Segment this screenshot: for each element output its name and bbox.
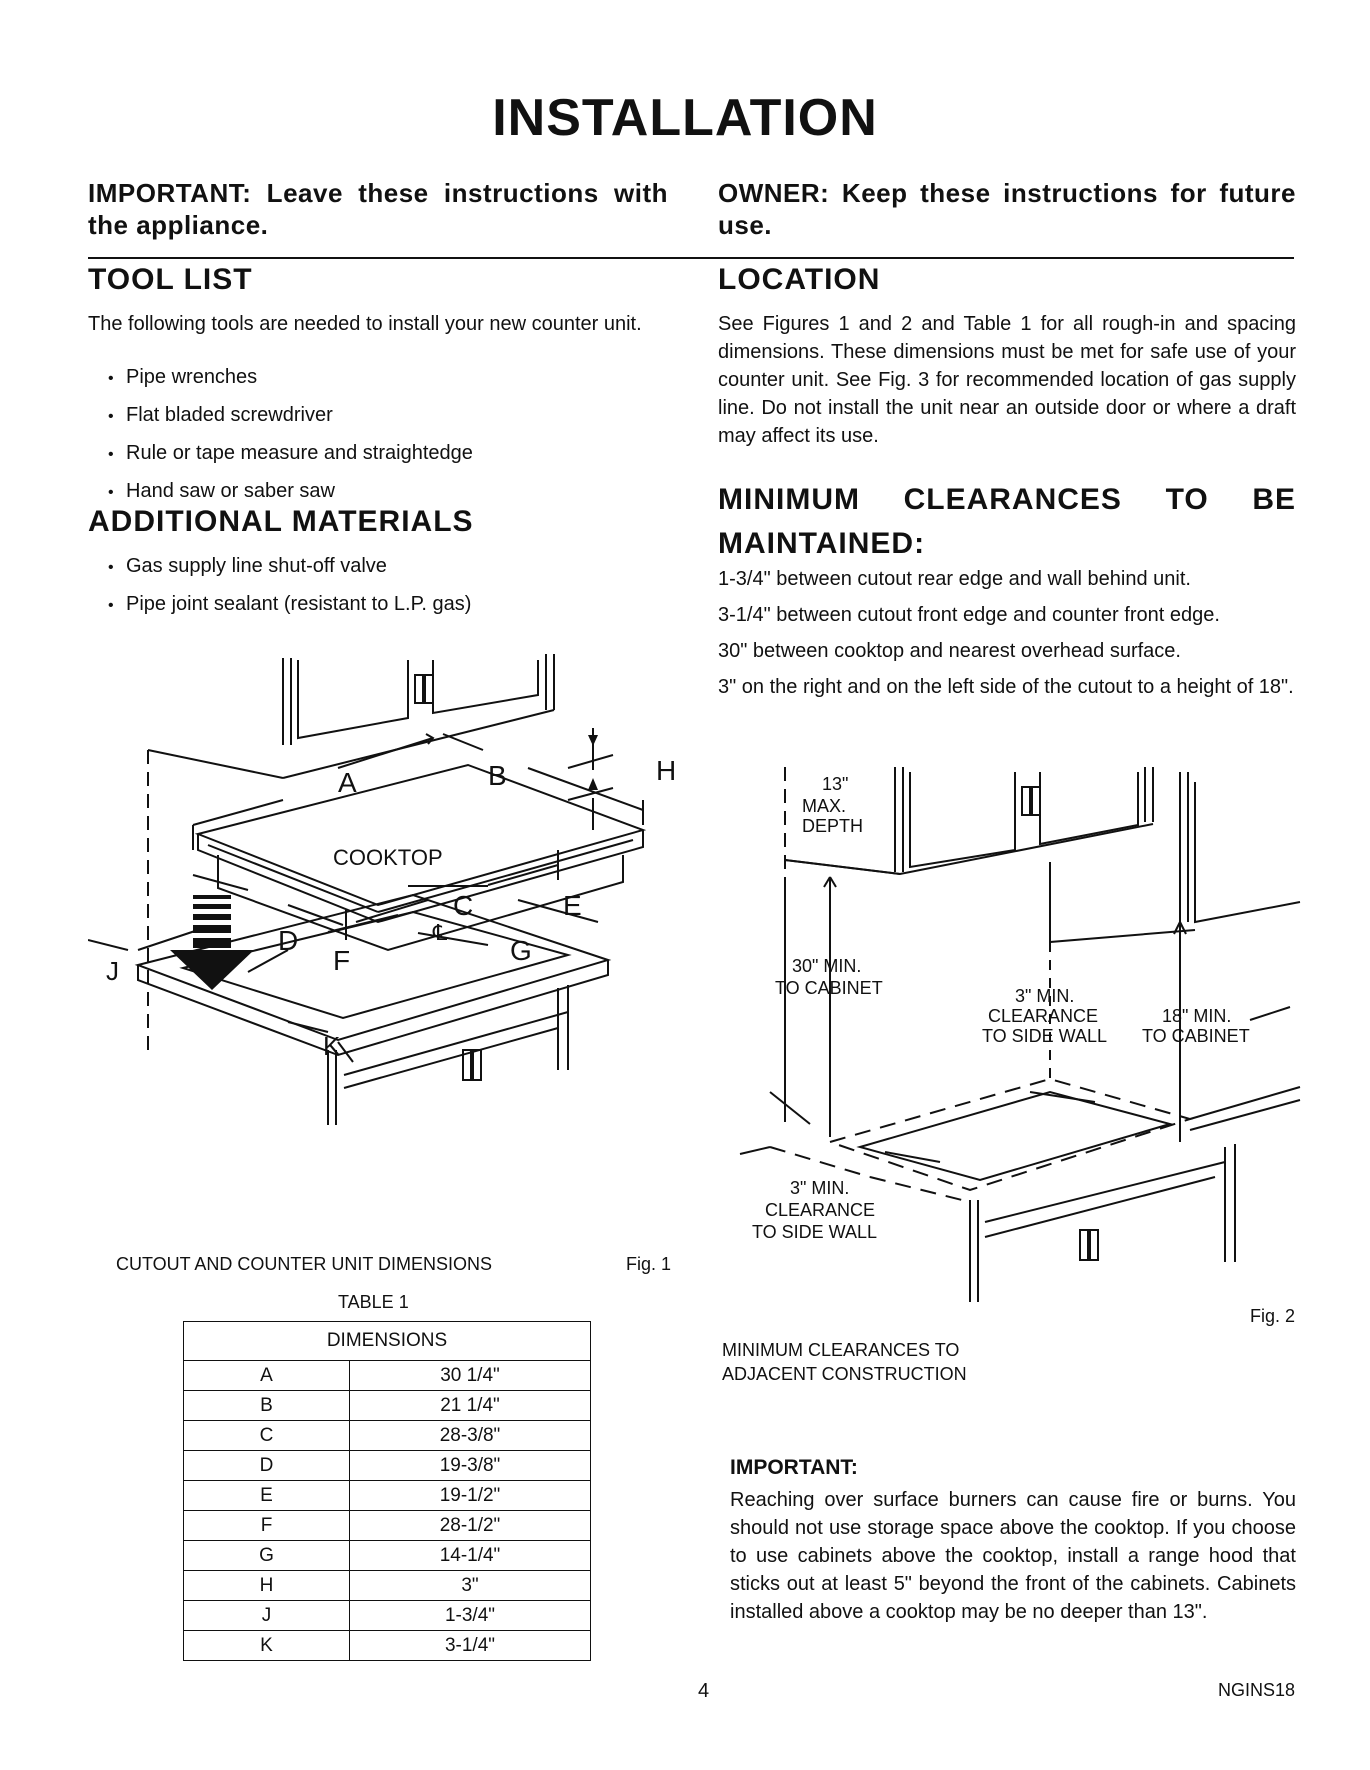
cabinet-30-label-1: 30" MIN. bbox=[792, 956, 862, 976]
clearances-heading: MINIMUM CLEARANCES TO BE MAINTAINED: bbox=[718, 483, 1296, 560]
table-row bbox=[184, 1541, 591, 1571]
figure-1-cutout-diagram bbox=[88, 650, 698, 1230]
row-letter: A bbox=[184, 1361, 350, 1391]
tool-list-heading: TOOL LIST bbox=[88, 263, 253, 296]
page-number: 4 bbox=[698, 1680, 710, 1702]
row-letter: F bbox=[184, 1511, 350, 1541]
side-clearance-label-3: TO SIDE WALL bbox=[982, 1026, 1108, 1046]
page-title: INSTALLATION bbox=[492, 89, 878, 147]
clearances-list bbox=[718, 565, 1296, 709]
dimensions-table bbox=[183, 1321, 591, 1661]
list-item: • Flat bladed screwdriver bbox=[108, 402, 668, 430]
table-row bbox=[184, 1421, 591, 1451]
row-letter: D bbox=[184, 1451, 350, 1481]
figure-2-caption-line: MINIMUM CLEARANCES TO bbox=[722, 1340, 960, 1360]
table-header: DIMENSIONS bbox=[184, 1322, 591, 1361]
table-row bbox=[184, 1601, 591, 1631]
table-row bbox=[184, 1511, 591, 1541]
letter-a: A bbox=[338, 767, 357, 798]
figure-1-label: Fig. 1 bbox=[626, 1254, 672, 1274]
row-letter: C bbox=[184, 1421, 350, 1451]
header-rule bbox=[88, 257, 1294, 259]
letter-d: D bbox=[278, 925, 299, 956]
important-notice: IMPORTANT: Leave these instructions with the appliance. bbox=[88, 178, 668, 240]
table-row bbox=[184, 1451, 591, 1481]
cabinet-30-label-2: TO CABINET bbox=[775, 978, 883, 998]
letter-f: F bbox=[333, 945, 351, 976]
list-item: • Rule or tape measure and straightedge bbox=[108, 440, 668, 468]
row-letter: E bbox=[184, 1481, 350, 1511]
important-note-text: Reaching over surface burners can cause fire or burns. You should not use storage space above the cooktop. If you choose to use cabinets above the cooktop, install a range hood that sticks out at least 5" beyond the front of the cabinets. Cabinets installed above a cooktop may be no deeper than 13". bbox=[730, 1489, 1296, 1623]
row-value: 30 1/4" bbox=[350, 1361, 591, 1391]
letter-j: J bbox=[106, 956, 119, 986]
figure-2-caption bbox=[722, 1338, 967, 1386]
figure-1-caption: CUTOUT AND COUNTER UNIT DIMENSIONS bbox=[116, 1254, 493, 1274]
figure-2-label: Fig. 2 bbox=[1250, 1306, 1296, 1326]
depth-label-3: DEPTH bbox=[802, 816, 864, 836]
list-item: 3" on the right and on the left side of the cutout to a height of 18". bbox=[718, 676, 1294, 698]
row-value: 3-1/4" bbox=[350, 1631, 591, 1661]
row-letter: J bbox=[184, 1601, 350, 1631]
row-value: 19-1/2" bbox=[350, 1481, 591, 1511]
depth-label-1: 13" bbox=[822, 774, 849, 794]
list-item: • Pipe wrenches bbox=[108, 364, 668, 392]
table-1-title: TABLE 1 bbox=[338, 1292, 409, 1312]
owner-notice: OWNER: Keep these instructions for future use. bbox=[718, 178, 1296, 240]
letter-c: C bbox=[453, 890, 474, 921]
side-clearance-b-label-3: TO SIDE WALL bbox=[752, 1222, 878, 1242]
table-row bbox=[184, 1631, 591, 1661]
row-letter: K bbox=[184, 1631, 350, 1661]
materials-list bbox=[88, 553, 668, 629]
document-code: NGINS18 bbox=[1218, 1680, 1296, 1700]
cabinet-18-label-2: TO CABINET bbox=[1142, 1026, 1250, 1046]
list-item: 1-3/4" between cutout rear edge and wall behind unit. bbox=[718, 568, 1191, 590]
letter-b: B bbox=[488, 760, 507, 791]
list-item: • Pipe joint sealant (resistant to L.P. gas) bbox=[108, 591, 668, 619]
row-value: 14-1/4" bbox=[350, 1541, 591, 1571]
letter-g: G bbox=[510, 935, 532, 966]
tool-list bbox=[88, 364, 668, 516]
table-row bbox=[184, 1481, 591, 1511]
cabinet-18-label-1: 18" MIN. bbox=[1162, 1006, 1232, 1026]
location-text: See Figures 1 and 2 and Table 1 for all rough-in and spacing dimensions. These dimensions must be met for safe use of your counter unit. See Fig. 3 for recommended location of gas supply line. Do not install the unit near an outside door or where a draft may affect its use. bbox=[718, 313, 1296, 447]
figure-2-caption-line: ADJACENT CONSTRUCTION bbox=[722, 1364, 967, 1384]
side-clearance-b-label-2: CLEARANCE bbox=[765, 1200, 876, 1220]
row-letter: G bbox=[184, 1541, 350, 1571]
letter-e: E bbox=[563, 890, 582, 921]
list-item: 3-1/4" between cutout front edge and counter front edge. bbox=[718, 604, 1220, 626]
figure-2-clearance-diagram bbox=[730, 762, 1310, 1322]
table-row bbox=[184, 1391, 591, 1421]
table-row bbox=[184, 1361, 591, 1391]
location-heading: LOCATION bbox=[718, 263, 881, 296]
row-value: 28-1/2" bbox=[350, 1511, 591, 1541]
side-clearance-label-1: 3" MIN. bbox=[1015, 986, 1075, 1006]
letter-k: K bbox=[323, 1031, 341, 1061]
row-value: 1-3/4" bbox=[350, 1601, 591, 1631]
row-letter: B bbox=[184, 1391, 350, 1421]
table-row bbox=[184, 1571, 591, 1601]
side-clearance-label-2: CLEARANCE bbox=[988, 1006, 1099, 1026]
list-item: 30" between cooktop and nearest overhead surface. bbox=[718, 640, 1181, 662]
list-item: • Gas supply line shut-off valve bbox=[108, 553, 668, 581]
tool-list-intro: The following tools are needed to install your new counter unit. bbox=[88, 313, 642, 335]
row-value: 28-3/8" bbox=[350, 1421, 591, 1451]
list-item: • Hand saw or saber saw bbox=[108, 478, 668, 506]
row-value: 19-3/8" bbox=[350, 1451, 591, 1481]
cooktop-label: COOKTOP bbox=[333, 845, 443, 870]
centerline-symbol: ℄ bbox=[433, 920, 448, 945]
row-value: 3" bbox=[350, 1571, 591, 1601]
side-clearance-b-label-1: 3" MIN. bbox=[790, 1178, 850, 1198]
row-letter: H bbox=[184, 1571, 350, 1601]
additional-materials-heading: ADDITIONAL MATERIALS bbox=[88, 505, 474, 538]
important-note-heading: IMPORTANT: bbox=[730, 1456, 858, 1479]
depth-label-2: MAX. bbox=[802, 796, 847, 816]
row-value: 21 1/4" bbox=[350, 1391, 591, 1421]
letter-h: H bbox=[656, 755, 677, 786]
